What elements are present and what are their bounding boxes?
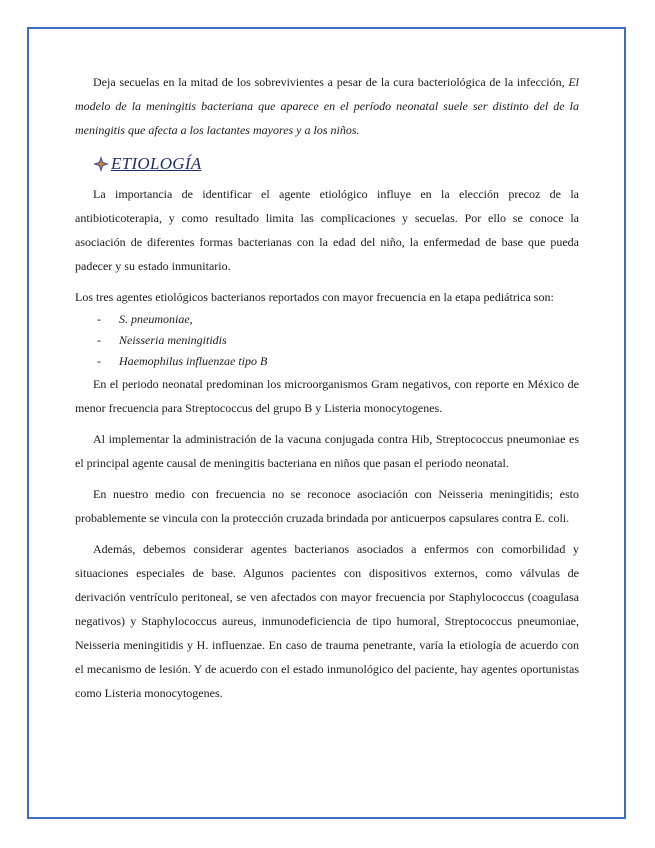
section-heading	[93, 152, 579, 176]
vaccine-paragraph: Al implementar la administración de la vacuna conjugada contra Hib, Streptococcus pneumoniae es el principal agente causal de meningitis bacteriana en niños que pasan el periodo neonatal.	[75, 432, 579, 470]
agent-name: S. pneumoniae,	[119, 312, 193, 326]
list-dash: -	[97, 312, 101, 326]
agent-name: Neisseria meningitidis	[119, 333, 227, 347]
comorbidity-paragraph: Además, debemos considerar agentes bacterianos asociados a enfermos con comorbilidad y situaciones especiales de base. Algunos pacientes con dispositivos externos, como válvulas de derivación ventrículo peritoneal, se ven afectados con mayor frecuencia por Staphylococcus (coagulasa negativos) y Staphylococcus aureus, inmunodeficiencia de tipo humoral, Streptococcus pneumoniae, Neisseria meningitidis y H. influenzae. En caso de trauma penetrante, varía la etiología de acuerdo con el mecanismo de lesión. Y de acuerdo con el estado inmunológico del paciente, hay agentes oportunistas como Listeria monocytogenes.	[75, 542, 579, 700]
document-body	[75, 70, 579, 705]
importance-paragraph: La importancia de identificar el agente etiológico influye en la elección precoz de la antibioticoterapia, y como resultado limita las complicaciones y secuelas. Por ello se conoce la asociación de diferentes formas bacterianas con la edad del niño, la enfermedad de base que pueda padecer y su estado inmunitario.	[75, 187, 579, 273]
list-item	[97, 330, 579, 351]
section-title: ETIOLOGÍA	[111, 154, 202, 173]
intro-paragraph	[75, 70, 579, 142]
agent-name: Haemophilus influenzae tipo B	[119, 354, 268, 368]
neonatal-paragraph: En el periodo neonatal predominan los microorganismos Gram negativos, con reporte en México de menor frecuencia para Streptococcus del grupo B y Listeria monocytogenes.	[75, 377, 579, 415]
agents-intro-paragraph: Los tres agentes etiológicos bacterianos reportados con mayor frecuencia en la etapa pediátrica son:	[75, 290, 554, 304]
list-dash: -	[97, 333, 101, 347]
agents-list	[75, 309, 579, 372]
intro-sentence: Deja secuelas en la mitad de los sobrevivientes a pesar de la cura bacteriológica de la infección,	[93, 75, 565, 89]
list-item	[97, 351, 579, 372]
list-item	[97, 309, 579, 330]
intro-italic-sentence: El modelo de la meningitis bacteriana que aparece en el período neonatal suele ser distinto del de la meningitis que afecta a los lactantes mayores y a los niños.	[75, 75, 580, 137]
list-dash: -	[97, 354, 101, 368]
neisseria-paragraph: En nuestro medio con frecuencia no se reconoce asociación con Neisseria meningitidis; esto probablemente se vincula con la protección cruzada brindada por anticuerpos capsulares contra E. coli.	[75, 487, 579, 525]
four-point-star-bullet-icon	[93, 156, 109, 172]
